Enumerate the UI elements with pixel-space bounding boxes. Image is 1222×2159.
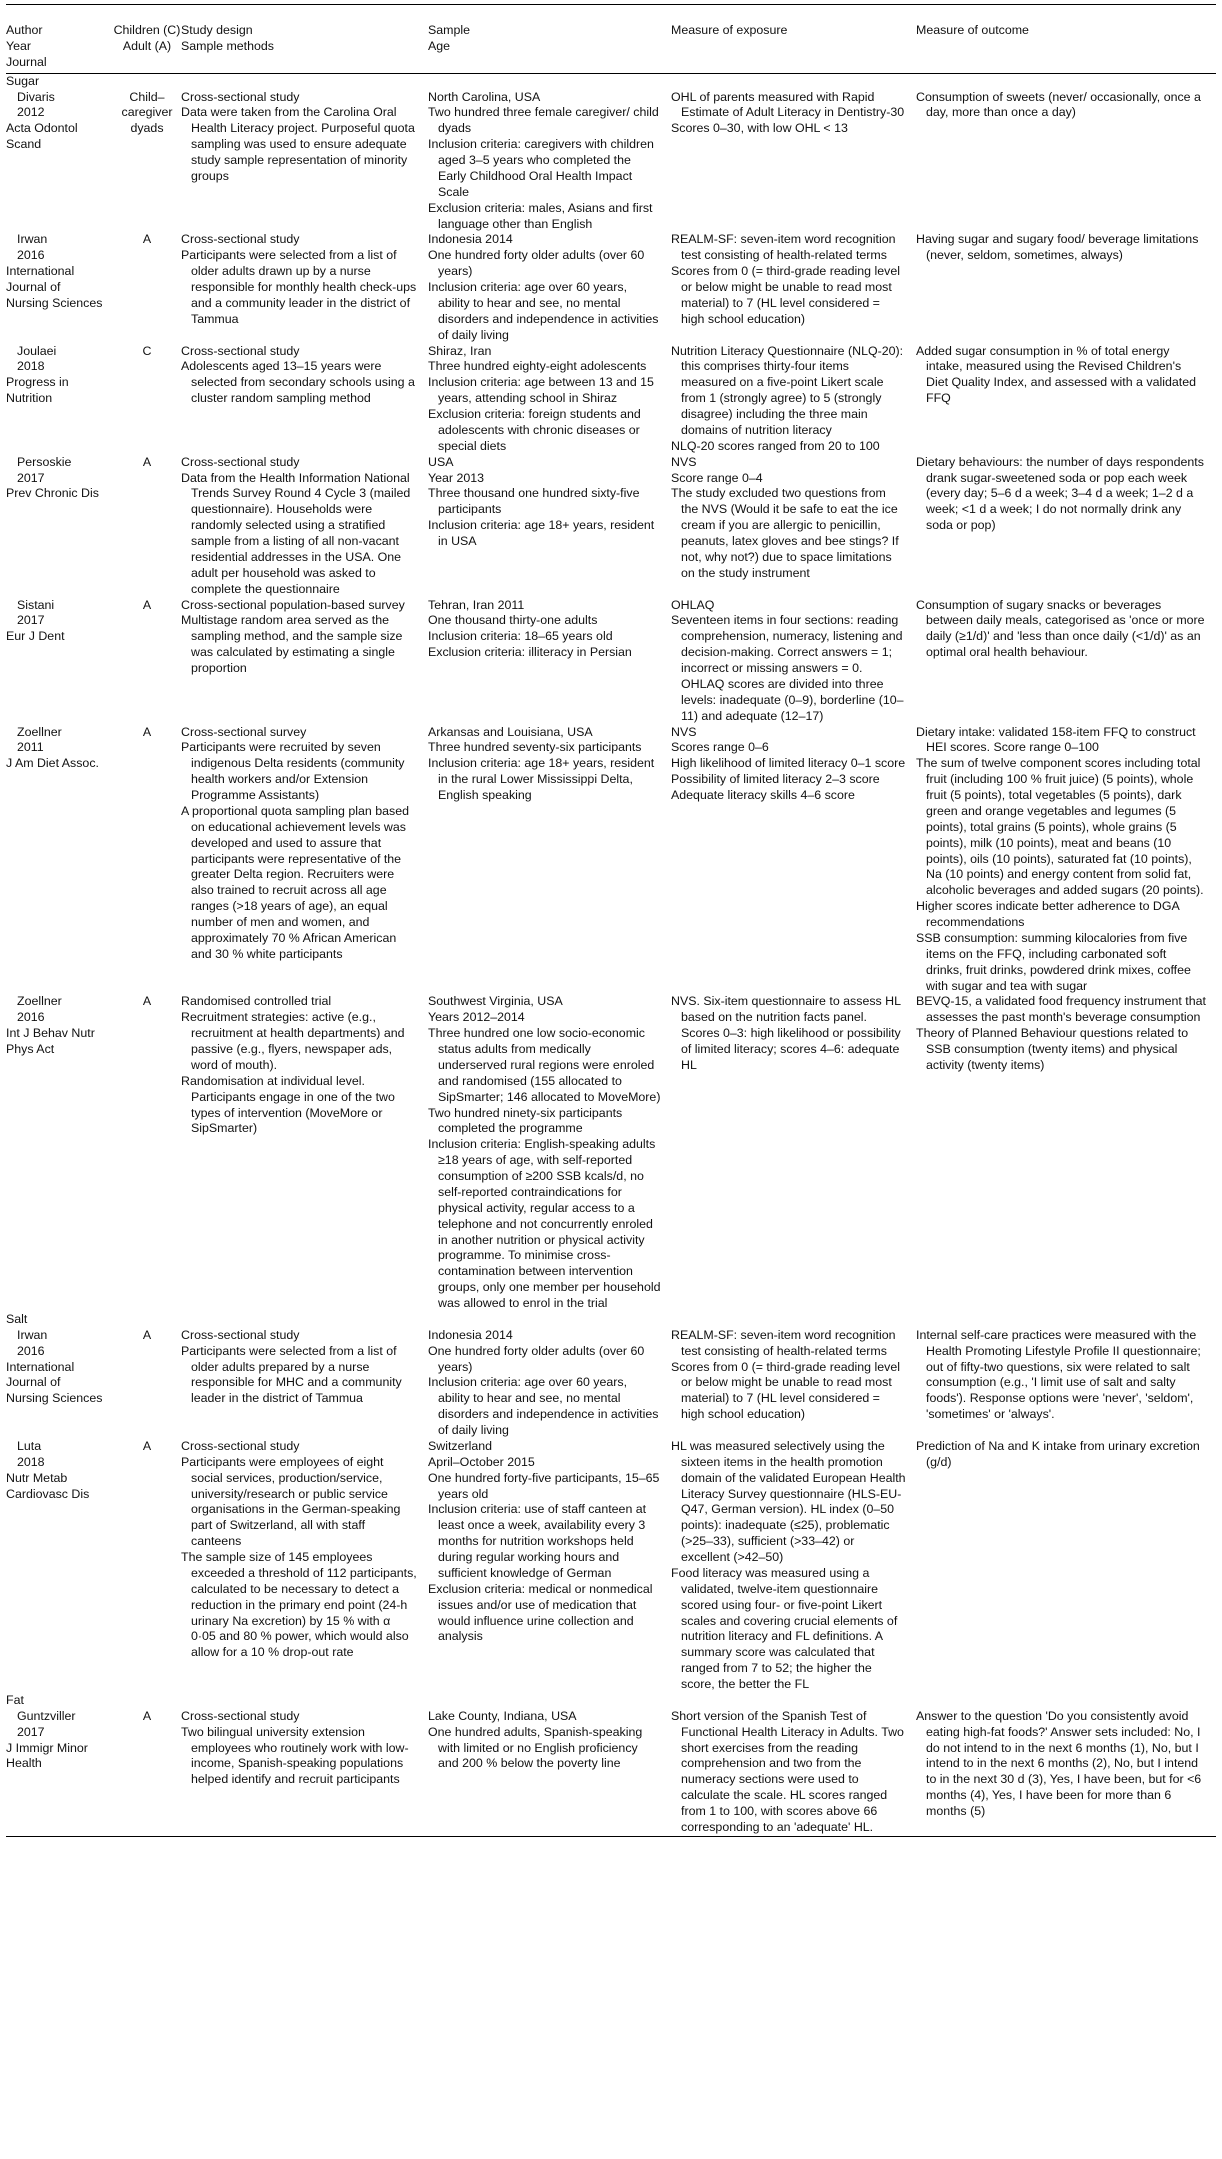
outcome-line: Having sugar and sugary food/ beverage limitations (never, seldom, sometimes, always)	[916, 232, 1199, 263]
author-name: Joulaei	[17, 343, 57, 358]
design-line: A proportional quota sampling plan based on educational achievement levels was developed and used to assure that participants were representative of the greater Delta region. Recruiters were also trained to recruit across all age ranges (>18 years of age), an equal number of men and women, and approximately 70 % African American and 30 % white participants	[181, 803, 410, 961]
population-code: Child–caregiver dyads	[121, 89, 173, 136]
sample-line: One hundred adults, Spanish-speaking with limited or no English proficiency and 200 % below the poverty line	[428, 1724, 643, 1771]
exposure-line: Nutrition Literacy Questionnaire (NLQ-20): this comprises thirty-four items measured on a five-point Likert scale from 1 (strongly agree) to 5 (strongly disagree) including the three main domains of nutrition literacy	[671, 343, 904, 437]
population-code: A	[142, 1438, 152, 1453]
sample-line: Inclusion criteria: age over 60 years, ability to hear and see, no mental disorders and independence in activities of daily living	[428, 280, 659, 342]
design-line: The sample size of 145 employees exceeded a threshold of 112 participants, calculated to be necessary to detect a reduction in the primary end point (24-h urinary Na excretion) by 15 % with α 0·05 and 80 % power, which would also allow for a 10 % drop-out rate	[181, 1550, 417, 1660]
table-row	[6, 1709, 1216, 1837]
population-code: A	[142, 597, 152, 612]
design-line: Recruitment strategies: active (e.g., recruitment at health departments) and passive (e.g., flyers, newspaper ads, word of mouth).	[181, 1010, 405, 1072]
population-code: A	[142, 232, 152, 247]
design-cell	[181, 344, 428, 455]
sample-line: One hundred forty older adults (over 60 years)	[428, 1343, 645, 1374]
exposure-cell	[671, 994, 916, 1312]
outcome-line: Higher scores indicate better adherence to DGA recommendations	[916, 899, 1180, 929]
exposure-line: Adequate literacy skills 4–6 score	[671, 788, 855, 802]
table-row	[6, 1328, 1216, 1439]
design-line: Cross-sectional study	[181, 343, 300, 358]
sample-line: Two hundred ninety-six participants completed the programme	[428, 1105, 623, 1136]
population-cell	[113, 598, 181, 725]
population-cell	[113, 1439, 181, 1693]
exposure-line: Food literacy was measured using a validated, twelve-item questionnaire scored using four- or five-point Likert scales and covering crucial elements of nutrition literacy and FL definitions. A summary score was calculated that ranged from 7 to 52; the higher the score, the better the FL	[671, 1565, 898, 1691]
header-children-adult: Children (C) Adult (A)	[113, 5, 181, 74]
population-cell	[113, 455, 181, 598]
population-code: A	[142, 1708, 152, 1723]
exposure-line: NLQ-20 scores ranged from 20 to 100	[671, 438, 880, 453]
publication-year: 2018	[17, 1454, 45, 1469]
sample-line: One hundred forty-five participants, 15–65 years old	[428, 1470, 660, 1501]
author-name: Sistani	[17, 597, 55, 612]
table-body	[6, 73, 1216, 1836]
sample-line: USA	[428, 454, 454, 469]
outcome-line: Added sugar consumption in % of total energy intake, measured using the Revised Children's Diet Quality Index, and assessed with a validated FFQ	[916, 343, 1196, 406]
population-cell	[113, 232, 181, 343]
design-line: Cross-sectional study	[181, 89, 300, 104]
sample-line: Exclusion criteria: illiteracy in Persian	[428, 645, 632, 660]
exposure-line: OHLAQ	[671, 597, 715, 612]
table-row	[6, 994, 1216, 1312]
design-line: Participants were selected from a list of older adults prepared by a nurse responsible for MHC and a community leader in the district of Tammua	[181, 1343, 402, 1406]
design-line: Two bilingual university extension employees who routinely work with low-income, Spanish-speaking populations helped identify and recruit participants	[181, 1724, 409, 1787]
exposure-cell	[671, 455, 916, 598]
population-code: C	[142, 343, 152, 358]
population-cell	[113, 994, 181, 1312]
category-row-fat	[6, 1693, 1216, 1709]
author-cell	[6, 1439, 113, 1693]
outcome-cell	[916, 994, 1216, 1312]
population-cell	[113, 1328, 181, 1439]
publication-year: 2012	[17, 105, 45, 120]
table-row	[6, 90, 1216, 233]
sample-cell	[428, 90, 671, 233]
design-line: Data from the Health Information National Trends Survey Round 4 Cycle 3 (mailed questionnaire). Households were randomly selected using a stratified sample from a listing of all non-vacant residential addresses in the USA. One adult per household was asked to complete the questionnaire	[181, 470, 411, 596]
author-name: Persoskie	[17, 454, 72, 469]
exposure-line: High likelihood of limited literacy 0–1 score	[671, 756, 906, 771]
outcome-line: Internal self-care practices were measured with the Health Promoting Lifestyle Profile II questionnaire; out of fifty-two questions, six were related to salt consumption (e.g., 'I limit use of salt and salty foods'). Response options were 'never', 'seldom', 'sometimes' or 'always'.	[916, 1327, 1201, 1422]
outcome-cell	[916, 90, 1216, 233]
population-code: A	[142, 724, 152, 739]
exposure-line: Short version of the Spanish Test of Functional Health Literacy in Adults. Two short exercises from the reading comprehension and two from the numeracy sections were used to calculate the scale. HL scores ranged from 1 to 100, with scores above 66 corresponding to an 'adequate' HL.	[671, 1708, 904, 1834]
design-cell	[181, 1328, 428, 1439]
exposure-line: Scores from 0 (= third-grade reading level or below might be unable to read most material) to 7 (HL level considered = high school education)	[671, 1359, 900, 1422]
category-row-sugar	[6, 73, 1216, 89]
author-name: Divaris	[17, 89, 55, 104]
exposure-cell	[671, 232, 916, 343]
exposure-cell	[671, 725, 916, 995]
outcome-line: Consumption of sweets (never/ occasionally, once a day, more than once a day)	[916, 89, 1201, 120]
design-line: Cross-sectional population-based survey	[181, 597, 405, 612]
sample-line: Years 2012–2014	[428, 1010, 525, 1025]
category-label: Fat	[6, 1692, 24, 1707]
sample-line: Three hundred eighty-eight adolescents	[428, 359, 647, 374]
sample-line: Inclusion criteria: caregivers with children aged 3–5 years who completed the Early Childhood Oral Health Impact Scale	[428, 137, 654, 199]
design-line: Cross-sectional study	[181, 232, 300, 247]
sample-line: Inclusion criteria: age 18+ years, resident in the rural Lower Mississippi Delta, English speaking	[428, 756, 655, 802]
outcome-line: The sum of twelve component scores including total fruit (including 100 % fruit juice) (5 points), whole fruit (5 points), total vegetables (5 points), dark green and orange vegetables and legumes (5 points), total grains (5 points), whole grains (5 points), milk (10 points), meat and beans (10 points), oils (10 points), saturated fat (10 points), Na (10 points) and energy content from solid fat, alcoholic beverages and added sugars (20 points).	[916, 756, 1204, 898]
sample-line: Inclusion criteria: English-speaking adults ≥18 years of age, with self-reported consumption of ≥200 SSB kcals/d, no self-reported contraindications for physical activity, regular access to a telephone and not concurrently enroled in another nutrition or physical activity programme. To minimise cross-contamination between intervention groups, only one member per household was allowed to enrol in the trial	[428, 1137, 661, 1310]
sample-line: Indonesia 2014	[428, 232, 513, 247]
journal-name: J Immigr Minor Health	[6, 1740, 88, 1771]
author-cell	[6, 344, 113, 455]
design-line: Cross-sectional study	[181, 1327, 300, 1342]
sample-line: Two hundred three female caregiver/ child dyads	[428, 105, 659, 136]
sample-line: April–October 2015	[428, 1454, 535, 1469]
exposure-line: NVS	[671, 724, 697, 739]
author-name: Irwan	[17, 232, 48, 247]
population-cell	[113, 344, 181, 455]
category-row-salt	[6, 1312, 1216, 1328]
outcome-line: SSB consumption: summing kilocalories from five items on the FFQ, including carbonated soft drinks, fruit drinks, powdered drink mixes, coffee with sugar and tea with sugar	[916, 930, 1191, 993]
design-line: Randomised controlled trial	[181, 994, 332, 1009]
sample-line: Inclusion criteria: use of staff canteen at least once a week, availability every 3 months for nutrition workshops held during regular working hours and sufficient knowledge of German	[428, 1502, 647, 1580]
outcome-cell	[916, 725, 1216, 995]
author-cell	[6, 598, 113, 725]
sample-line: Three hundred seventy-six participants	[428, 740, 642, 755]
design-line: Randomisation at individual level. Participants engage in one of the two types of intervention (MoveMore or SipSmarter)	[181, 1073, 395, 1136]
exposure-line: REALM-SF: seven-item word recognition test consisting of health-related terms	[671, 232, 896, 263]
sample-line: Exclusion criteria: medical or nonmedical issues and/or use of medication that would influence urine collection and analysis	[428, 1581, 653, 1644]
header-outcome: Measure of outcome	[916, 5, 1216, 74]
design-cell	[181, 1439, 428, 1693]
sample-line: Southwest Virginia, USA	[428, 994, 563, 1009]
design-line: Participants were employees of eight social services, production/service, university/research or public service organisations in the German-speaking part of Switzerland, all with staff canteens	[181, 1454, 401, 1549]
outcome-cell	[916, 344, 1216, 455]
exposure-line: Possibility of limited literacy 2–3 score	[671, 772, 880, 787]
design-line: Cross-sectional study	[181, 454, 300, 469]
outcome-cell	[916, 1439, 1216, 1693]
author-cell	[6, 232, 113, 343]
table-row	[6, 455, 1216, 598]
design-cell	[181, 1709, 428, 1837]
sample-cell	[428, 725, 671, 995]
outcome-cell	[916, 232, 1216, 343]
population-cell	[113, 90, 181, 233]
design-line: Participants were recruited by seven indigenous Delta residents (community health workers and/or Extension Programme Assistants)	[181, 740, 405, 802]
sample-cell	[428, 232, 671, 343]
design-line: Multistage random area served as the sampling method, and the sample size was calculated by estimating a single proportion	[181, 613, 403, 675]
author-name: Guntzviller	[17, 1708, 76, 1723]
population-code: A	[142, 1327, 152, 1342]
journal-name: Acta Odontol Scand	[6, 121, 78, 152]
header-sample: Sample Age	[428, 5, 671, 74]
design-line: Cross-sectional study	[181, 1708, 300, 1723]
exposure-line: Scores range 0–6	[671, 740, 769, 755]
table-row	[6, 598, 1216, 725]
sample-line: Switzerland	[428, 1438, 493, 1453]
sample-line: Shiraz, Iran	[428, 343, 492, 358]
sample-line: Arkansas and Louisiana, USA	[428, 724, 593, 739]
table-row	[6, 725, 1216, 995]
study-table	[6, 4, 1216, 1837]
sample-cell	[428, 344, 671, 455]
sample-line: Year 2013	[428, 470, 485, 485]
sample-cell	[428, 598, 671, 725]
design-cell	[181, 232, 428, 343]
sample-line: Lake County, Indiana, USA	[428, 1708, 577, 1723]
publication-year: 2016	[17, 1343, 45, 1358]
journal-name: Int J Behav Nutr Phys Act	[6, 1026, 95, 1056]
outcome-cell	[916, 1328, 1216, 1439]
sample-line: Inclusion criteria: age 18+ years, resident in USA	[428, 518, 655, 548]
journal-name: Prev Chronic Dis	[6, 486, 99, 501]
journal-name: International Journal of Nursing Sciences	[6, 264, 103, 310]
outcome-line: Prediction of Na and K intake from urinary excretion (g/d)	[916, 1438, 1200, 1469]
outcome-line: BEVQ-15, a validated food frequency instrument that assesses the past month's beverage consumption	[916, 994, 1206, 1025]
design-line: Cross-sectional study	[181, 1438, 300, 1453]
author-cell	[6, 994, 113, 1312]
sample-line: North Carolina, USA	[428, 89, 541, 104]
exposure-line: Scores 0–30, with low OHL < 13	[671, 121, 848, 136]
outcome-cell	[916, 455, 1216, 598]
author-cell	[6, 1328, 113, 1439]
sample-line: Inclusion criteria: age between 13 and 15 years, attending school in Shiraz	[428, 375, 654, 406]
outcome-line: Dietary intake: validated 158-item FFQ to construct HEI scores. Score range 0–100	[916, 724, 1196, 755]
population-code: A	[142, 994, 152, 1009]
sample-line: Three thousand one hundred sixty-five participants	[428, 486, 640, 517]
design-line: Participants were selected from a list of older adults drawn up by a nurse responsible for monthly health check-ups and a community leader in the district of Tammua	[181, 248, 417, 326]
outcome-line: Consumption of sugary snacks or beverages between daily meals, categorised as 'once or more daily (≥1/d)' and 'less than once daily (<1/d)' as an optimal oral health behaviour.	[916, 597, 1205, 660]
author-name: Zoellner	[17, 994, 62, 1009]
table-row	[6, 1439, 1216, 1693]
header-exposure: Measure of exposure	[671, 5, 916, 74]
publication-year: 2016	[17, 248, 45, 263]
sample-line: Exclusion criteria: foreign students and adolescents with chronic diseases or special diets	[428, 407, 641, 453]
exposure-line: Seventeen items in four sections: reading comprehension, numeracy, listening and decision-making. Correct answers = 1; incorrect or missing answers = 0. OHLAQ scores are divided into three levels: inadequate (0–9), borderline (10–11) and adequate (12–17)	[671, 613, 904, 723]
exposure-line: Score range 0–4	[671, 470, 763, 485]
exposure-line: NVS	[671, 454, 697, 469]
sample-cell	[428, 1709, 671, 1837]
publication-year: 2016	[17, 1010, 45, 1025]
table-row	[6, 344, 1216, 455]
sample-line: One hundred forty older adults (over 60 years)	[428, 248, 645, 279]
design-line: Adolescents aged 13–15 years were selected from secondary schools using a cluster random sampling method	[181, 359, 415, 406]
exposure-line: OHL of parents measured with Rapid Estimate of Adult Literacy in Dentistry-30	[671, 89, 905, 120]
exposure-cell	[671, 1328, 916, 1439]
design-line: Data were taken from the Carolina Oral Health Literacy project. Purposeful quota sampling was used to ensure adequate study sample representation of minority groups	[181, 105, 415, 183]
sample-cell	[428, 455, 671, 598]
category-label: Sugar	[6, 73, 40, 88]
outcome-cell	[916, 1709, 1216, 1837]
design-cell	[181, 994, 428, 1312]
header-design: Study design Sample methods	[181, 5, 428, 74]
author-cell	[6, 725, 113, 995]
category-label: Salt	[6, 1311, 28, 1326]
exposure-line: REALM-SF: seven-item word recognition test consisting of health-related terms	[671, 1327, 896, 1358]
exposure-line: Scores from 0 (= third-grade reading level or below might be unable to read most material) to 7 (HL level considered = high school education)	[671, 264, 900, 326]
header-author: Author Year Journal	[6, 5, 113, 74]
publication-year: 2017	[17, 613, 45, 628]
population-cell	[113, 1709, 181, 1837]
population-cell	[113, 725, 181, 995]
outcome-cell	[916, 598, 1216, 725]
sample-cell	[428, 994, 671, 1312]
design-cell	[181, 725, 428, 995]
design-line: Cross-sectional survey	[181, 724, 307, 739]
publication-year: 2011	[17, 740, 44, 755]
author-cell	[6, 90, 113, 233]
sample-line: Inclusion criteria: 18–65 years old	[428, 629, 613, 644]
sample-line: Indonesia 2014	[428, 1327, 513, 1342]
exposure-cell	[671, 344, 916, 455]
journal-name: Eur J Dent	[6, 629, 65, 644]
publication-year: 2018	[17, 359, 45, 374]
table-row	[6, 232, 1216, 343]
outcome-line: Answer to the question 'Do you consistently avoid eating high-fat foods?' Answer sets included: No, I do not intend to in the next 6 months (1), No, but I intend to in the next 6 months (2), No, but I intend to in the next 30 d (3), Yes, I have been, but for <6 months (4), Yes, I have been for more than 6 months (5)	[916, 1708, 1202, 1818]
sample-cell	[428, 1439, 671, 1693]
exposure-cell	[671, 1709, 916, 1837]
journal-name: J Am Diet Assoc.	[6, 756, 99, 771]
population-code: A	[142, 454, 152, 469]
table-header	[6, 5, 1216, 74]
outcome-line: Theory of Planned Behaviour questions related to SSB consumption (twenty items) and physical activity (twenty items)	[916, 1026, 1189, 1072]
design-cell	[181, 90, 428, 233]
design-cell	[181, 598, 428, 725]
sample-line: Inclusion criteria: age over 60 years, ability to hear and see, no mental disorders and independence in activities of daily living	[428, 1375, 659, 1437]
outcome-line: Dietary behaviours: the number of days respondents drank sugar-sweetened soda or pop each week (every day; 5–6 d a week; 3–4 d a week; 1–2 d a week; <1 d a week; I do not normally drink any soda or pop)	[916, 454, 1204, 533]
exposure-line: HL was measured selectively using the sixteen items in the health promotion domain of the validated European Health Literacy Survey questionnaire (HLS-EU-Q47, German version). HL index (0–50 points): inadequate (≤25), problematic (>25–33), sufficient (>33–42) or excellent (>42–50)	[671, 1438, 906, 1564]
publication-year: 2017	[17, 470, 45, 485]
sample-line: One thousand thirty-one adults	[428, 613, 598, 628]
publication-year: 2017	[17, 1724, 45, 1739]
exposure-cell	[671, 1439, 916, 1693]
sample-cell	[428, 1328, 671, 1439]
exposure-line: NVS. Six-item questionnaire to assess HL based on the nutrition facts panel. Scores 0–3: high likelihood or possibility of limited literacy; scores 4–6: adequate HL	[671, 994, 901, 1072]
sample-line: Exclusion criteria: males, Asians and first language other than English	[428, 200, 653, 231]
exposure-cell	[671, 598, 916, 725]
author-cell	[6, 455, 113, 598]
journal-name: Nutr Metab Cardiovasc Dis	[6, 1470, 90, 1501]
author-name: Irwan	[17, 1327, 48, 1342]
author-name: Zoellner	[17, 724, 62, 739]
exposure-cell	[671, 90, 916, 233]
journal-name: International Journal of Nursing Sciences	[6, 1359, 103, 1406]
sample-line: Tehran, Iran 2011	[428, 597, 525, 612]
author-name: Luta	[17, 1438, 42, 1453]
sample-line: Three hundred one low socio-economic status adults from medically underserved rural regions were enroled and randomised (155 allocated to SipSmarter; 146 allocated to MoveMore)	[428, 1026, 661, 1104]
author-cell	[6, 1709, 113, 1837]
journal-name: Progress in Nutrition	[6, 375, 69, 406]
design-cell	[181, 455, 428, 598]
exposure-line: The study excluded two questions from the NVS (Would it be safe to eat the ice cream if you are allergic to penicillin, peanuts, latex gloves and bee stings? If not, why not?) due to space limitations on the study instrument	[671, 486, 899, 580]
